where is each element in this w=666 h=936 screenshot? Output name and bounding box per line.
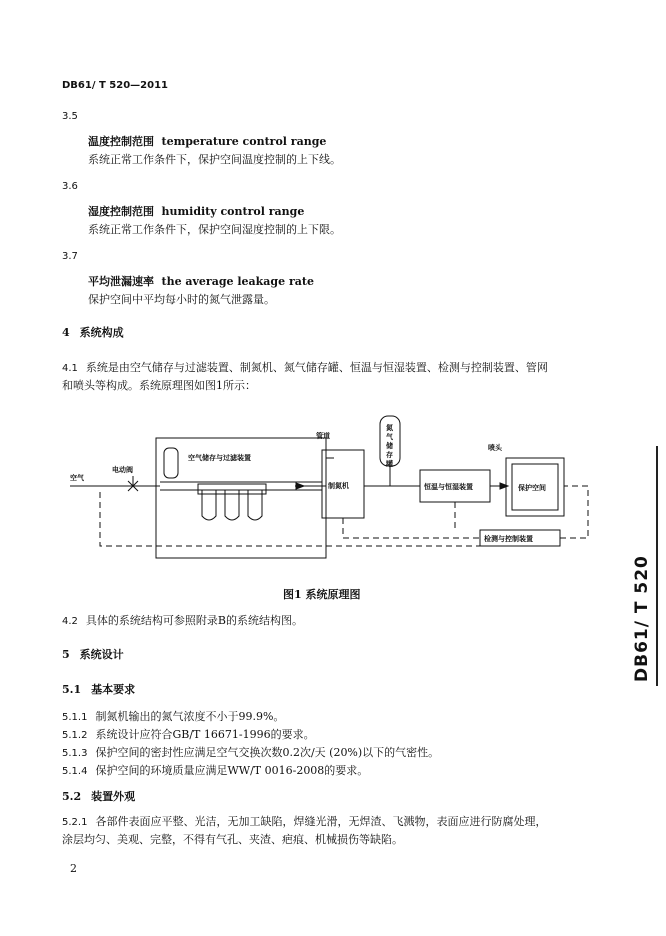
doc-header-code: DB61/ T 520—2011 xyxy=(62,80,168,91)
label-thermo-humid: 恒温与恒湿装置 xyxy=(424,483,473,491)
clause-text: 5.1.2 系统设计应符合GB/T 16671-1996的要求。 xyxy=(62,728,315,741)
term-zh: 平均泄漏速率 xyxy=(88,275,154,288)
label-protect-space: 保护空间 xyxy=(518,484,546,492)
air-tank-icon xyxy=(164,448,178,478)
term-en: temperature control range xyxy=(161,135,327,148)
term-heading xyxy=(88,205,304,219)
svg-text:气: 气 xyxy=(386,433,393,441)
term-definition: 保护空间中平均每小时的氮气泄露量。 xyxy=(88,293,275,306)
section-number: 3.5 xyxy=(62,111,78,122)
side-doc-code: DB61/ T 520 xyxy=(632,555,652,682)
clause-text: 4.2 具体的系统结构可参照附录B的系统结构图。 xyxy=(62,614,303,627)
term-definition: 系统正常工作条件下，保护空间湿度控制的上下限。 xyxy=(88,223,341,236)
clause-text: 4.1 系统是由空气储存与过滤装置、制氮机、氮气储存罐、恒温与恒湿装置、检测与控制装置、管网 xyxy=(62,361,548,374)
label-tank-vertical xyxy=(386,423,394,468)
label-nozzle: 喷头 xyxy=(488,444,502,452)
term-heading xyxy=(88,275,314,289)
label-valve: 电动阀 xyxy=(112,466,133,474)
section-heading: 5.2 装置外观 xyxy=(62,790,136,803)
page-number: 2 xyxy=(70,862,77,875)
section-heading: 5.1 基本要求 xyxy=(62,683,136,696)
svg-text:罐: 罐 xyxy=(386,460,393,468)
label-pipe: 管道 xyxy=(316,432,330,440)
label-nitrogen-machine: 制氮机 xyxy=(328,482,349,490)
chapter-heading: 4 系统构成 xyxy=(62,326,124,339)
chapter-heading: 5 系统设计 xyxy=(62,648,124,661)
term-heading xyxy=(88,135,326,149)
term-definition: 系统正常工作条件下，保护空间温度控制的上下线。 xyxy=(88,153,341,166)
clause-text-continued: 和喷头等构成。系统原理图如图1所示： xyxy=(62,379,256,392)
clause-text: 5.1.3 保护空间的密封性应满足空气交换次数0.2次/天 (20%)以下的气密性。 xyxy=(62,746,440,759)
system-diagram xyxy=(60,410,620,588)
clause-text: 5.1.1 制氮机输出的氮气浓度不小于99.9%。 xyxy=(62,710,285,723)
clause-text: 5.2.1 各部件表面应平整、光洁，无加工缺陷，焊缝光滑，无焊渣、飞溅物，表面应进行防腐处理， xyxy=(62,815,547,828)
clause-text: 5.1.4 保护空间的环境质量应满足WW/T 0016-2008的要求。 xyxy=(62,764,369,777)
term-zh: 湿度控制范围 xyxy=(88,205,154,218)
control-line xyxy=(343,518,480,538)
term-zh: 温度控制范围 xyxy=(88,135,154,148)
svg-text:储: 储 xyxy=(386,442,393,450)
svg-text:氮: 氮 xyxy=(386,424,393,432)
label-detect-control: 检测与控制装置 xyxy=(484,535,533,543)
section-number: 3.6 xyxy=(62,181,78,192)
section-number: 3.7 xyxy=(62,251,78,262)
clause-text-continued: 涂层均匀、美观、完整，不得有气孔、夹渣、疤痕、机械损伤等缺陷。 xyxy=(62,833,403,846)
svg-text:存: 存 xyxy=(386,451,393,459)
term-en: the average leakage rate xyxy=(161,275,314,288)
page-edge-line xyxy=(656,446,658,686)
label-storage-filter: 空气储存与过滤装置 xyxy=(188,454,251,462)
figure-caption: 图1 系统原理图 xyxy=(283,588,361,601)
term-en: humidity control range xyxy=(161,205,305,218)
label-air: 空气 xyxy=(70,474,84,482)
